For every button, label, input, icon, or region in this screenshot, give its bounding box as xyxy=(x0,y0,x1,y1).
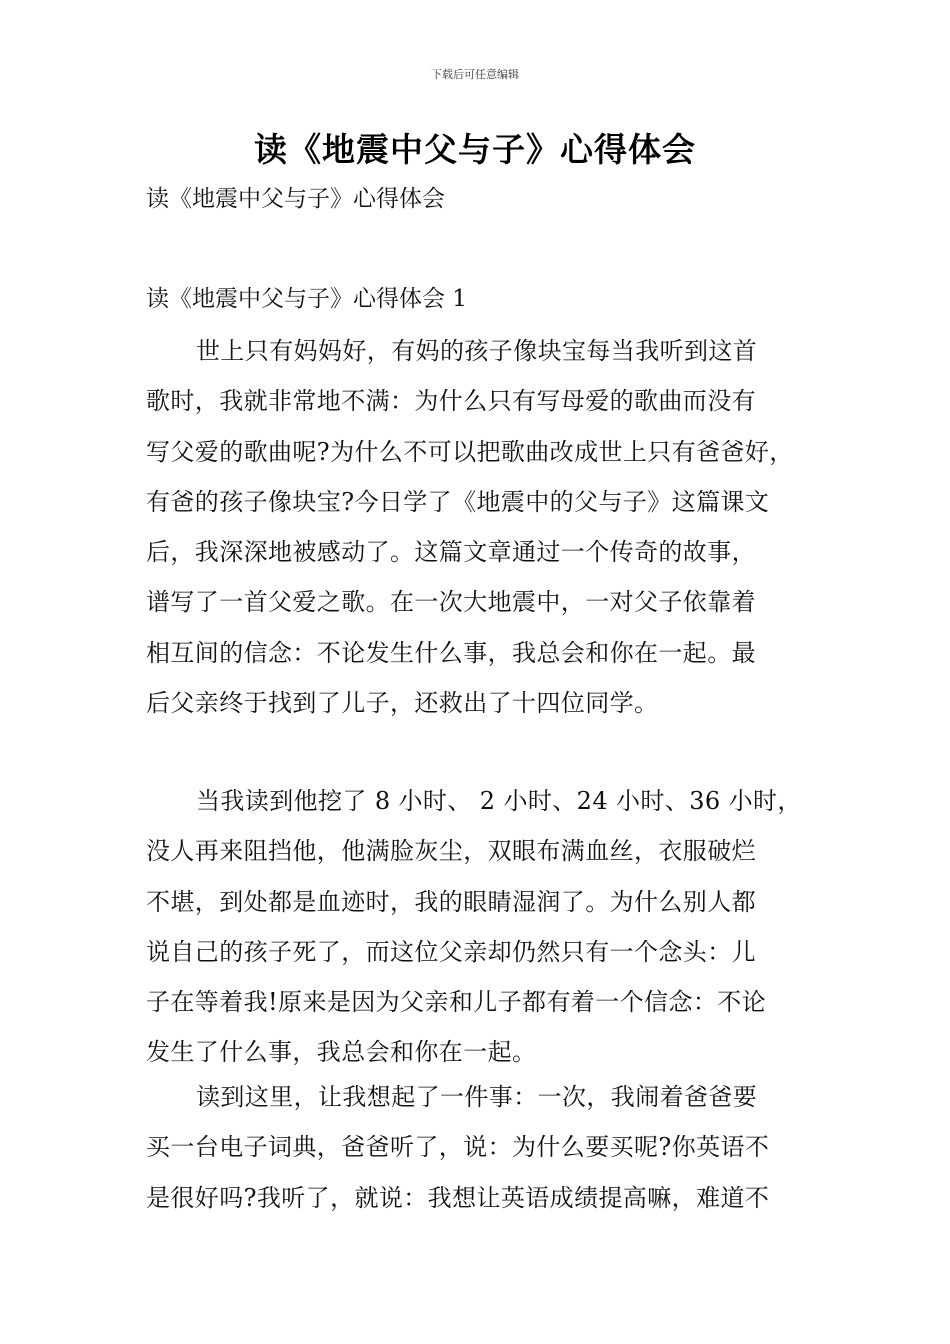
paragraph-line: 后，我深深地被感动了。这篇文章通过一个传奇的故事， xyxy=(146,538,756,567)
section-heading: 读《地震中父与子》心得体会 1 xyxy=(146,286,467,312)
paragraph-2 xyxy=(146,776,816,1078)
paragraph-line: 世上只有妈妈好，有妈的孩子像块宝每当我听到这首 xyxy=(196,337,758,365)
paragraph-line: 买一台电子词典，爸爸听了，说：为什么要买呢?你英语不 xyxy=(146,1133,770,1162)
paragraph-line: 没人再来阻挡他，他满脸灰尘，双眼布满血丝，衣服破烂 xyxy=(146,837,756,866)
paragraph-line: 说自己的孩子死了，而这位父亲却仍然只有一个念头：儿 xyxy=(146,937,756,966)
paragraph-line: 发生了什么事，我总会和你在一起。 xyxy=(146,1038,537,1067)
paragraph-line: 写父爱的歌曲呢?为什么不可以把歌曲改成世上只有爸爸好， xyxy=(146,437,794,466)
paragraph-line: 有爸的孩子像块宝?今日学了《地震中的父与子》这篇课文 xyxy=(146,487,770,516)
paragraph-3 xyxy=(146,1072,816,1223)
paragraph-line: 相互间的信念：不论发生什么事，我总会和你在一起。最 xyxy=(146,638,756,667)
paragraph-line: 谱写了一首父爱之歌。在一次大地震中，一对父子依靠着 xyxy=(146,588,756,617)
header-note: 下载后可任意编辑 xyxy=(431,68,519,81)
paragraph-line: 是很好吗?我听了，就说：我想让英语成绩提高嘛，难道不 xyxy=(146,1183,770,1212)
document-subtitle: 读《地震中父与子》心得体会 xyxy=(146,186,445,212)
paragraph-line: 子在等着我!原来是因为父亲和儿子都有着一个信念：不论 xyxy=(146,988,767,1017)
paragraph-line: 歌时，我就非常地不满：为什么只有写母爱的歌曲而没有 xyxy=(146,387,756,416)
paragraph-line: 当我读到他挖了 8 小时、 2 小时、24 小时、36 小时， xyxy=(196,787,802,815)
paragraph-line: 后父亲终于找到了儿子，还救出了十四位同学。 xyxy=(146,689,659,718)
document-title: 读《地震中父与子》心得体会 xyxy=(254,130,696,169)
paragraph-line: 不堪，到处都是血迹时，我的眼睛湿润了。为什么别人都 xyxy=(146,887,756,916)
paragraph-1 xyxy=(146,326,816,728)
paragraph-line: 读到这里，让我想起了一件事：一次，我闹着爸爸要 xyxy=(196,1083,758,1111)
